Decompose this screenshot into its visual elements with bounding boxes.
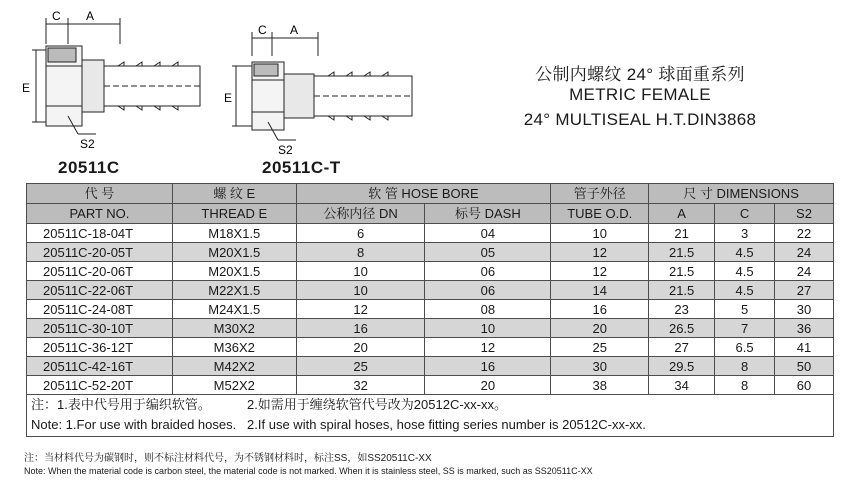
- header-tube-od: TUBE O.D.: [551, 204, 649, 224]
- table-row: [27, 376, 834, 395]
- cell-s2: 36: [775, 319, 834, 338]
- cell-dn: 10: [296, 262, 425, 281]
- cell-dn: 25: [296, 357, 425, 376]
- cell-c: 5: [715, 300, 775, 319]
- fitting-drawing-20511c-t: [222, 22, 422, 162]
- cell-tube: 38: [551, 376, 649, 395]
- cell-dash: 10: [425, 319, 551, 338]
- cell-part: 20511C-36-12T: [27, 338, 173, 357]
- cell-dash: 20: [425, 376, 551, 395]
- heading-english-line2: 24° MULTISEAL H.T.DIN3868: [523, 110, 757, 129]
- cell-tube: 14: [551, 281, 649, 300]
- cell-dn: 10: [296, 281, 425, 300]
- header-part-no: PART NO.: [27, 204, 173, 224]
- table-row: [27, 357, 834, 376]
- table-body: [27, 224, 834, 395]
- header-dn: 公称内径 DN: [296, 204, 425, 224]
- cell-dash: 12: [425, 338, 551, 357]
- cell-part: 20511C-18-04T: [27, 224, 173, 243]
- cell-a: 21: [649, 224, 715, 243]
- header-code-cn: 代 号: [27, 184, 173, 204]
- cell-s2: 50: [775, 357, 834, 376]
- header-tube-cn: 管子外径: [551, 184, 649, 204]
- cell-a: 27: [649, 338, 715, 357]
- table-header: [27, 184, 834, 224]
- cell-dn: 12: [296, 300, 425, 319]
- cell-thread: M18X1.5: [172, 224, 296, 243]
- table-row: [27, 224, 834, 243]
- cell-c: 4.5: [715, 281, 775, 300]
- cell-dn: 32: [296, 376, 425, 395]
- cell-tube: 12: [551, 262, 649, 281]
- cell-tube: 10: [551, 224, 649, 243]
- cell-tube: 16: [551, 300, 649, 319]
- table-row: [27, 281, 834, 300]
- cell-part: 20511C-42-16T: [27, 357, 173, 376]
- cell-s2: 41: [775, 338, 834, 357]
- cell-thread: M20X1.5: [172, 243, 296, 262]
- cell-thread: M30X2: [172, 319, 296, 338]
- cell-s2: 27: [775, 281, 834, 300]
- dim-a-label: A: [290, 23, 299, 37]
- cell-part: 20511C-24-08T: [27, 300, 173, 319]
- cell-dash: 06: [425, 262, 551, 281]
- cell-c: 6.5: [715, 338, 775, 357]
- table-row: [27, 338, 834, 357]
- table-row: [27, 300, 834, 319]
- specification-table: [26, 183, 834, 437]
- cell-c: 4.5: [715, 262, 775, 281]
- cell-tube: 25: [551, 338, 649, 357]
- cell-a: 21.5: [649, 262, 715, 281]
- cell-thread: M22X1.5: [172, 281, 296, 300]
- cell-s2: 22: [775, 224, 834, 243]
- header-thread-cn: 螺 纹 E: [172, 184, 296, 204]
- header-dash: 标号 DASH: [425, 204, 551, 224]
- cell-thread: M20X1.5: [172, 262, 296, 281]
- dim-c-label: C: [52, 9, 61, 23]
- header-thread-en: THREAD E: [172, 204, 296, 224]
- cell-tube: 30: [551, 357, 649, 376]
- cell-c: 7: [715, 319, 775, 338]
- model-label-20511c-t: 20511C-T: [262, 158, 341, 177]
- cell-dn: 20: [296, 338, 425, 357]
- heading-english-line1: METRIC FEMALE: [569, 85, 711, 104]
- cell-part: 20511C-22-06T: [27, 281, 173, 300]
- cell-dn: 16: [296, 319, 425, 338]
- cell-dash: 04: [425, 224, 551, 243]
- dim-e-label: E: [22, 81, 31, 95]
- heading-chinese: 公制内螺纹 24° 球面重系列: [535, 65, 745, 84]
- note-chinese: 注：1.表中代号用于编织软管。 2.如需用于缠绕软管代号改为20512C-xx-xx。: [31, 397, 507, 412]
- cell-a: 34: [649, 376, 715, 395]
- fitting-drawing-20511c: [8, 4, 208, 154]
- footnote-english: Note: When the material code is carbon steel, the material code is not marked. When it is stainless steel, SS is marked, such as SS20511C-XX: [24, 466, 593, 476]
- dim-s2-label: S2: [80, 137, 95, 151]
- header-s2: S2: [775, 204, 834, 224]
- cell-thread: M24X1.5: [172, 300, 296, 319]
- header-c: C: [715, 204, 775, 224]
- cell-part: 20511C-52-20T: [27, 376, 173, 395]
- footnote-chinese: 注：当材料代号为碳钢时，则不标注材料代号，为不锈钢材料时，标注SS，如SS20511C-XX: [24, 453, 432, 464]
- cell-tube: 20: [551, 319, 649, 338]
- cell-dash: 05: [425, 243, 551, 262]
- cell-thread: M52X2: [172, 376, 296, 395]
- cell-a: 23: [649, 300, 715, 319]
- cell-c: 8: [715, 376, 775, 395]
- dim-a-label: A: [86, 9, 95, 23]
- cell-s2: 24: [775, 243, 834, 262]
- table-notes: [27, 395, 834, 437]
- cell-s2: 60: [775, 376, 834, 395]
- cell-a: 21.5: [649, 281, 715, 300]
- cell-dash: 16: [425, 357, 551, 376]
- cell-dash: 06: [425, 281, 551, 300]
- dim-e-label: E: [224, 91, 233, 105]
- table-row: [27, 243, 834, 262]
- cell-c: 3: [715, 224, 775, 243]
- cell-thread: M36X2: [172, 338, 296, 357]
- cell-a: 26.5: [649, 319, 715, 338]
- cell-c: 4.5: [715, 243, 775, 262]
- cell-thread: M42X2: [172, 357, 296, 376]
- header-a: A: [649, 204, 715, 224]
- dim-c-label: C: [258, 23, 267, 37]
- cell-s2: 30: [775, 300, 834, 319]
- cell-a: 21.5: [649, 243, 715, 262]
- note-english: Note: 1.For use with braided hoses. 2.If use with spiral hoses, hose fitting series number is 20512C-xx-xx.: [31, 417, 646, 432]
- cell-part: 20511C-20-05T: [27, 243, 173, 262]
- cell-part: 20511C-30-10T: [27, 319, 173, 338]
- table-row: [27, 319, 834, 338]
- cell-c: 8: [715, 357, 775, 376]
- table-row: [27, 262, 834, 281]
- table-notes-row: [27, 395, 834, 437]
- cell-dn: 6: [296, 224, 425, 243]
- cell-s2: 24: [775, 262, 834, 281]
- header-dimensions: 尺 寸 DIMENSIONS: [649, 184, 834, 204]
- model-label-20511c: 20511C: [58, 158, 120, 177]
- cell-dash: 08: [425, 300, 551, 319]
- cell-part: 20511C-20-06T: [27, 262, 173, 281]
- cell-a: 29.5: [649, 357, 715, 376]
- header-hose-bore: 软 管 HOSE BORE: [296, 184, 551, 204]
- dim-s2-label: S2: [278, 143, 293, 157]
- cell-dn: 8: [296, 243, 425, 262]
- cell-tube: 12: [551, 243, 649, 262]
